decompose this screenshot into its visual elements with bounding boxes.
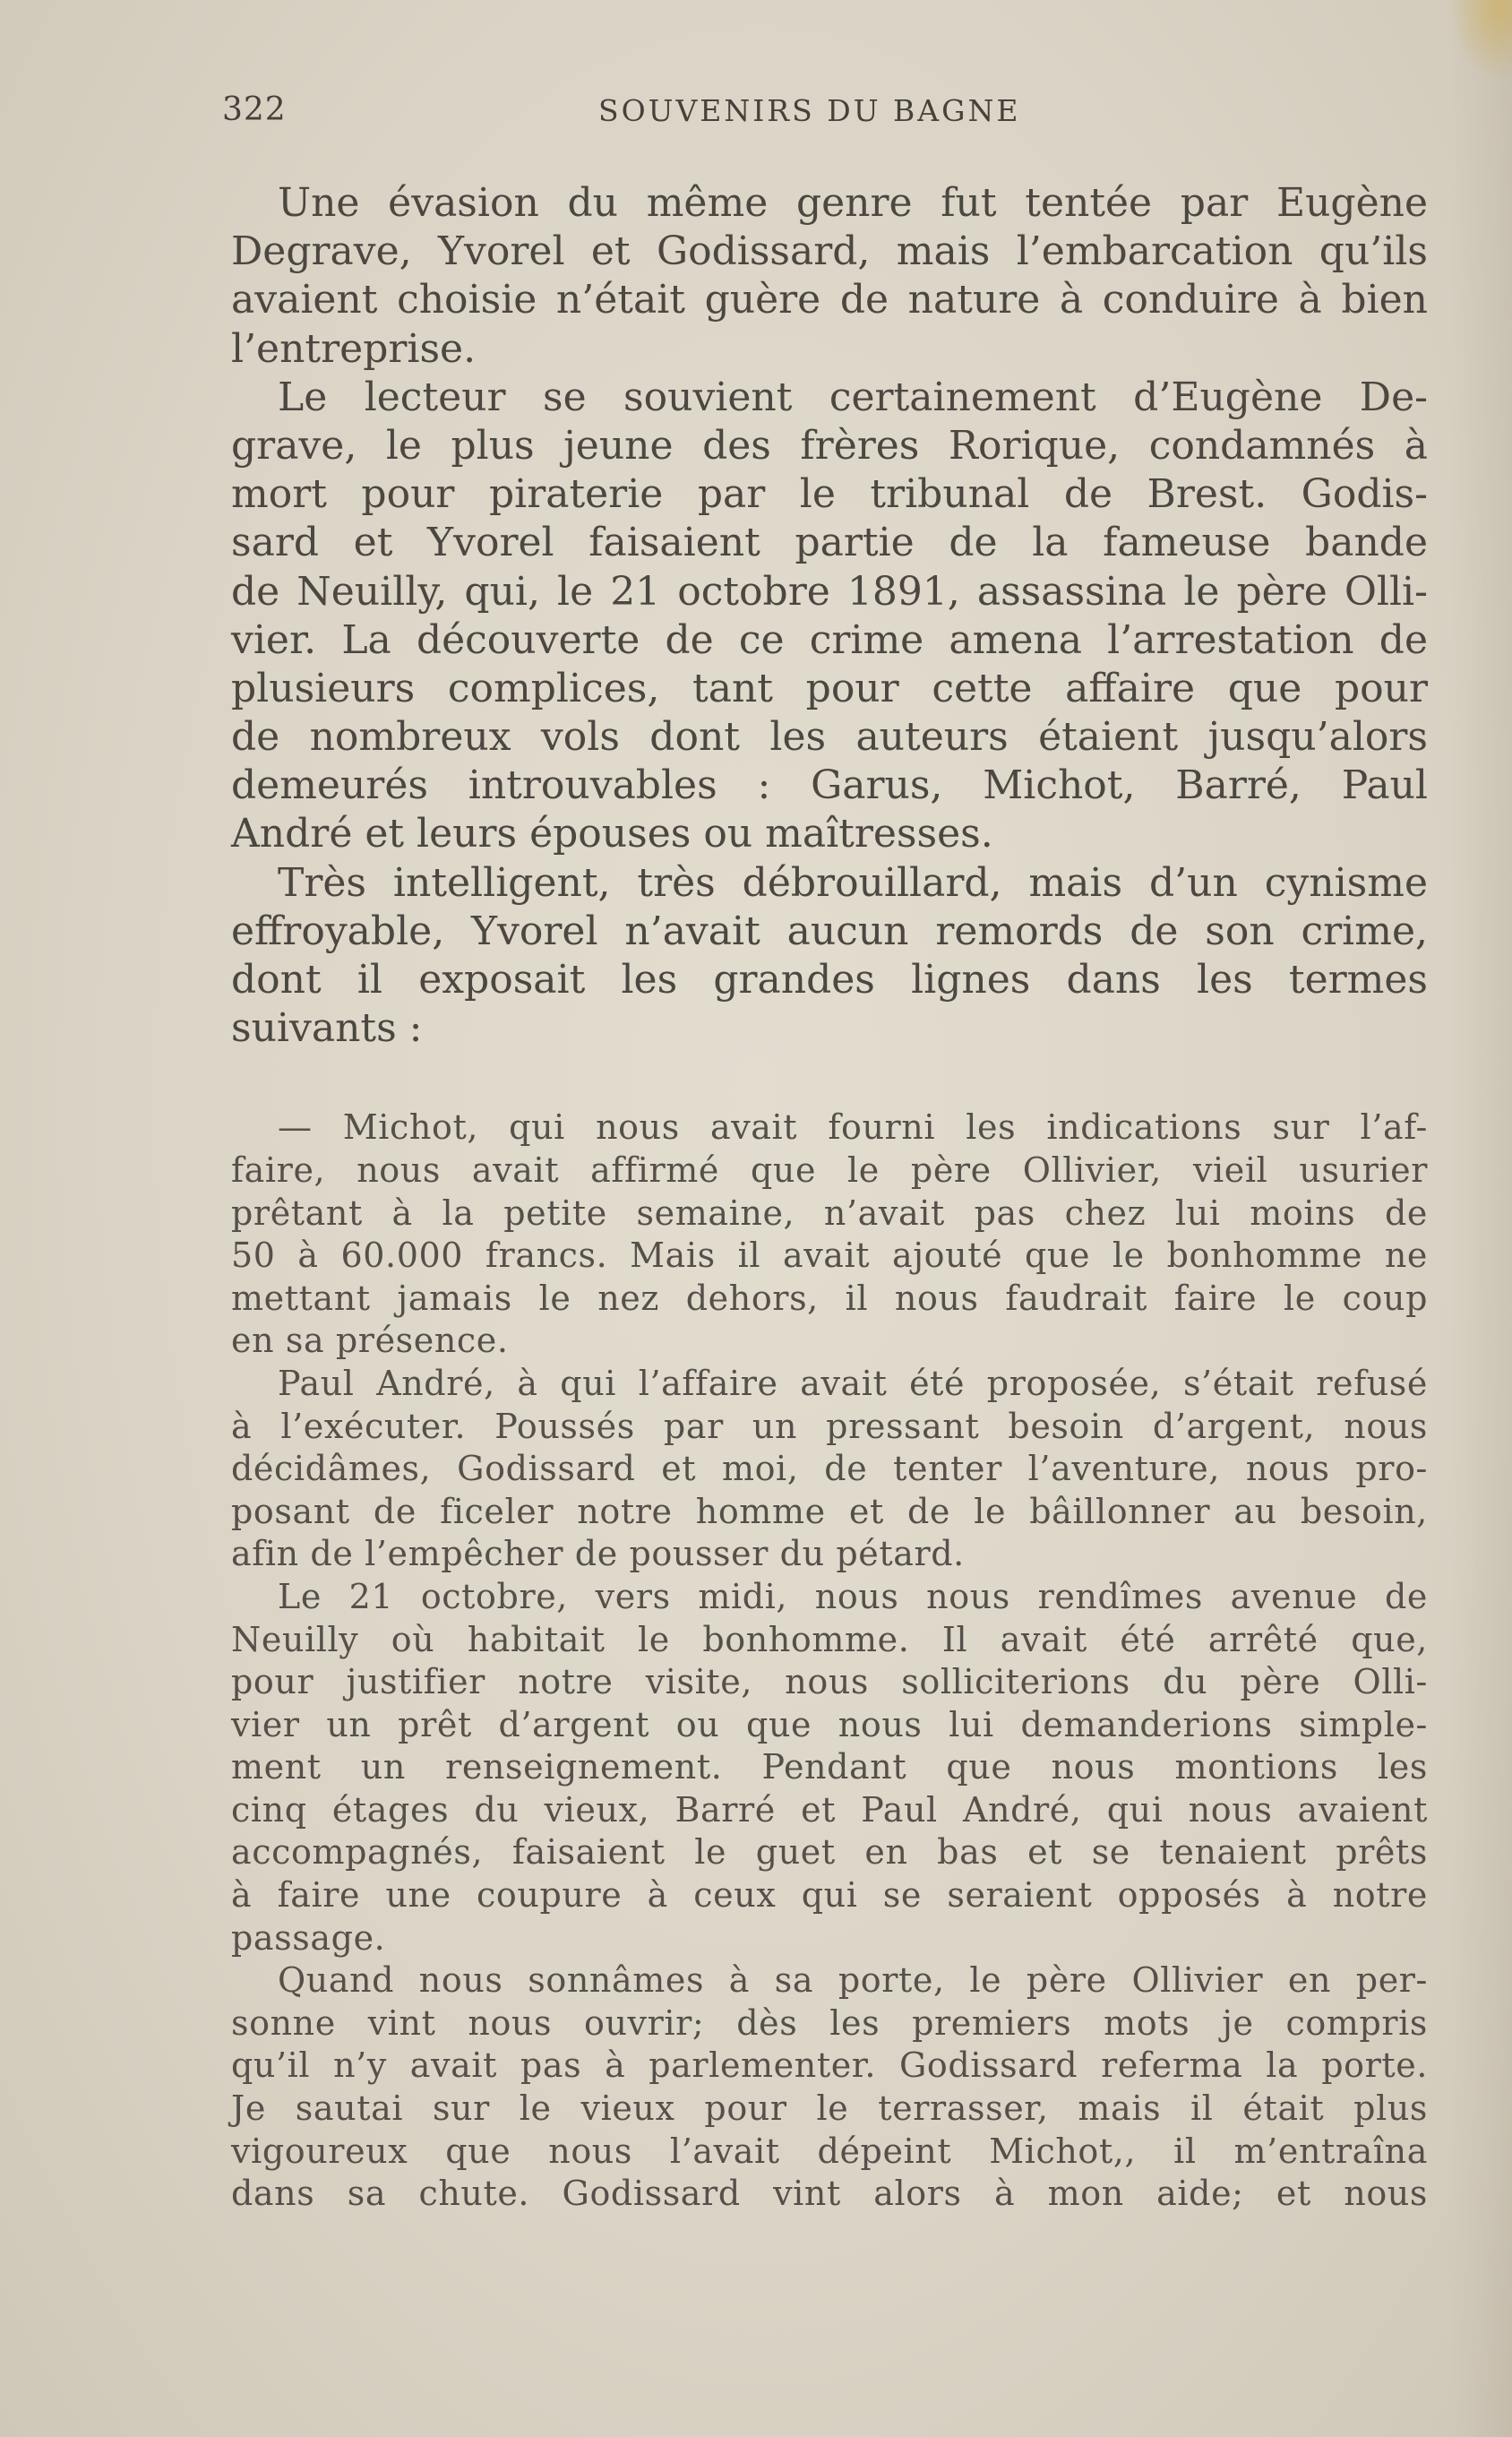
text-line: l’entreprise. — [231, 325, 477, 372]
corner-stain — [1449, 0, 1512, 81]
text-line: ment un renseignement. Pendant que nous montions les — [231, 1747, 1428, 1787]
running-title: SOUVENIRS DU BAGNE — [598, 93, 1021, 128]
text-line: dont il exposait les grandes lignes dans les termes — [231, 957, 1428, 1003]
text-line: suivants : — [231, 1005, 423, 1052]
text-line: prêtant à la petite semaine, n’avait pas chez lui moins de — [231, 1193, 1428, 1233]
text-line: avaient choisie n’était guère de nature à conduire à bien — [231, 277, 1428, 323]
text-line: Le lecteur se souvient certainement d’Eugène De- — [278, 374, 1428, 420]
paragraph — [231, 374, 1428, 859]
text-line: plusieurs complices, tant pour cette affaire que pour — [231, 665, 1428, 711]
running-head — [222, 91, 1422, 136]
text-line: sonne vint nous ouvrir; dès les premiers mots je compris — [231, 2002, 1428, 2043]
text-line: André et leurs épouses ou maîtresses. — [231, 811, 993, 857]
text-line: Très intelligent, très débrouillard, mais d’un cynisme — [278, 859, 1428, 906]
text-line: grave, le plus jeune des frères Rorique, condamnés à — [231, 422, 1428, 469]
text-line: accompagnés, faisaient le guet en bas et se tenaient prêts — [231, 1832, 1428, 1873]
text-line: vigoureux que nous l’avait dépeint Michot,, il m’entraîna — [231, 2131, 1428, 2171]
text-line: passage. — [231, 1917, 386, 1958]
text-line: à faire une coupure à ceux qui se seraient opposés à notre — [231, 1875, 1428, 1916]
text-line: sard et Yvorel faisaient partie de la fameuse bande — [231, 520, 1428, 566]
text-line: Neuilly où habitait le bonhomme. Il avait été arrêté que, — [231, 1619, 1428, 1659]
text-line: à l’exécuter. Poussés par un pressant besoin d’argent, nous — [231, 1406, 1428, 1446]
text-line: vier un prêt d’argent ou que nous lui demanderions simple- — [231, 1704, 1428, 1744]
text-line: Degrave, Yvorel et Godissard, mais l’embarcation qu’ils — [231, 228, 1428, 275]
text-line: Le 21 octobre, vers midi, nous nous rendîmes avenue de — [278, 1576, 1428, 1616]
text-line: demeurés introuvables : Garus, Michot, Barré, Paul — [231, 762, 1428, 809]
quote-paragraph — [231, 1576, 1428, 1959]
text-line: Je sautai sur le vieux pour le terrasser, mais il était plus — [231, 2088, 1428, 2129]
text-line: vier. La découverte de ce crime amena l’arrestation de — [231, 616, 1428, 663]
text-line: pour justifier notre visite, nous solliciterions du père Olli- — [231, 1662, 1428, 1702]
page-number: 322 — [222, 91, 287, 128]
quoted-testimony — [231, 1107, 1428, 2215]
text-line: mettant jamais le nez dehors, il nous faudrait faire le coup — [231, 1278, 1428, 1318]
text-line: Une évasion du même genre fut tentée par Eugène — [278, 180, 1428, 226]
text-line: faire, nous avait affirmé que le père Ollivier, vieil usurier — [231, 1150, 1428, 1190]
text-line: décidâmes, Godissard et moi, de tenter l’aventure, nous pro- — [231, 1449, 1428, 1489]
text-line: — Michot, qui nous avait fourni les indications sur l’af- — [278, 1107, 1428, 1148]
quote-paragraph — [231, 1959, 1428, 2216]
text-line: effroyable, Yvorel n’avait aucun remords de son crime, — [231, 908, 1428, 954]
paragraph — [231, 179, 1428, 374]
text-line: cinq étages du vieux, Barré et Paul André, qui nous avaient — [231, 1789, 1428, 1830]
text-line: Paul André, à qui l’affaire avait été proposée, s’était refusé — [278, 1363, 1428, 1403]
text-line: afin de l’empêcher de pousser du pétard. — [231, 1534, 965, 1574]
text-line: 50 à 60.000 francs. Mais il avait ajouté que le bonhomme ne — [231, 1236, 1428, 1276]
text-line: qu’il n’y avait pas à parlementer. Godissard referma la porte. — [231, 2045, 1428, 2086]
text-line: posant de ficeler notre homme et de le bâillonner au besoin, — [231, 1491, 1428, 1531]
body-text — [231, 179, 1428, 2216]
quote-paragraph — [231, 1107, 1428, 1363]
text-line: dans sa chute. Godissard vint alors à mon aide; et nous — [231, 2174, 1428, 2214]
text-line: Quand nous sonnâmes à sa porte, le père Ollivier en per- — [278, 1960, 1428, 2001]
paragraph — [231, 859, 1428, 1054]
text-line: en sa présence. — [231, 1321, 509, 1361]
text-line: de Neuilly, qui, le 21 octobre 1891, assassina le père Olli- — [231, 568, 1428, 615]
section-gap — [231, 1053, 1428, 1107]
text-line: mort pour piraterie par le tribunal de Brest. Godis- — [231, 471, 1428, 518]
page-edge-shadow — [1449, 0, 1512, 2437]
text-line: de nombreux vols dont les auteurs étaient jusqu’alors — [231, 714, 1428, 761]
quote-paragraph — [231, 1363, 1428, 1576]
